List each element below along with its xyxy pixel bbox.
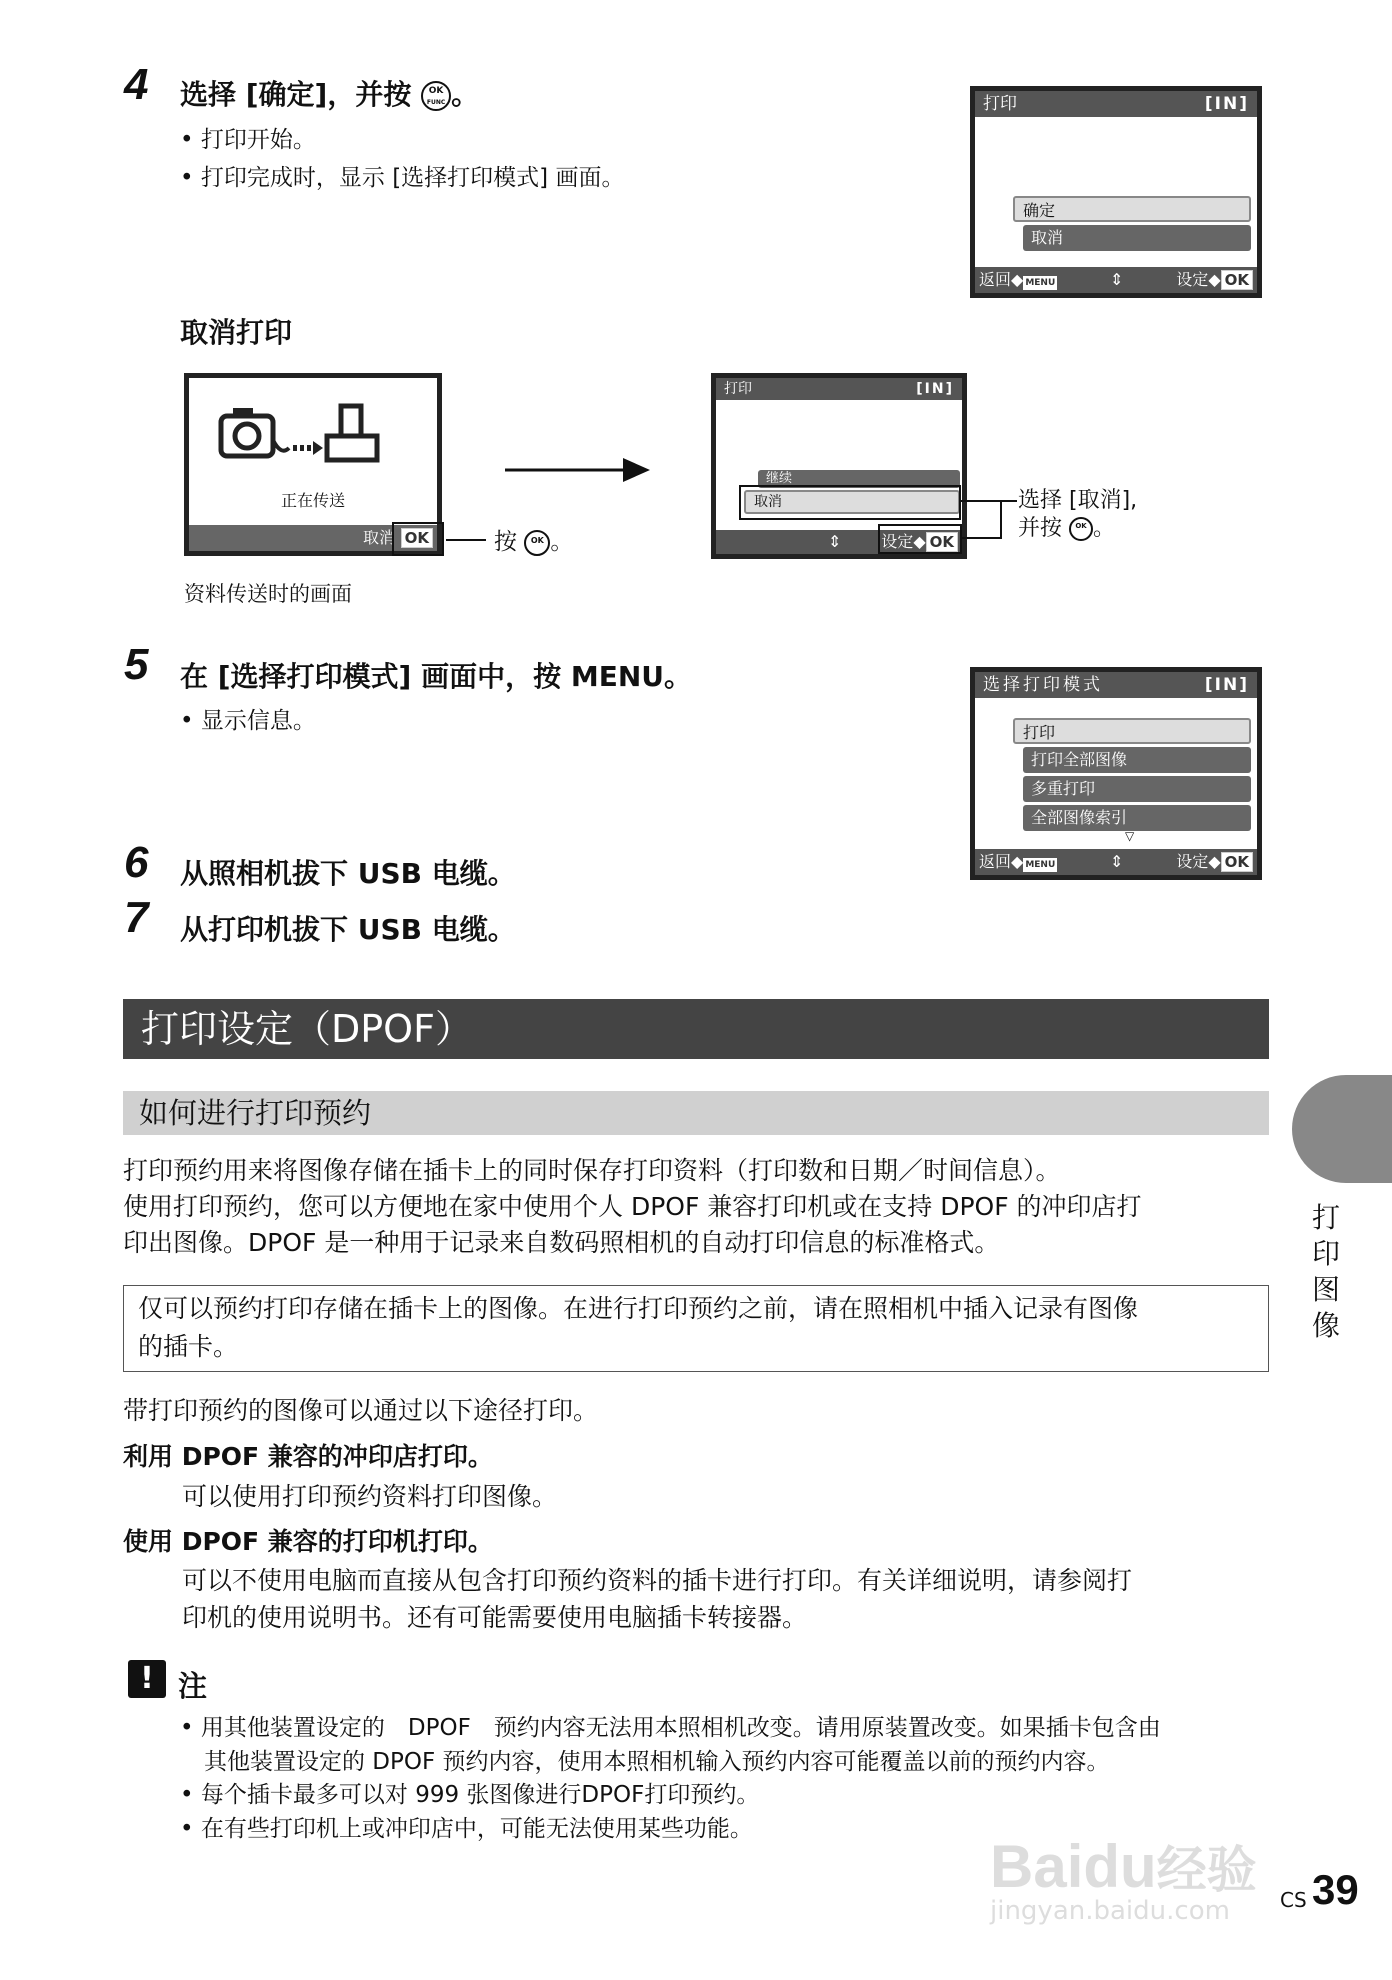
ok-highlight-box (878, 524, 962, 554)
ok-highlight-box (392, 522, 444, 556)
caution-icon: ! (128, 1660, 166, 1698)
step-7-title: 从打印机拔下 USB 电缆。 (180, 913, 516, 946)
menu-item-cancel: 取消 (744, 490, 960, 514)
select-print-mode-screen: 选择打印模式 [IN] 打印 打印全部图像 多重打印 全部图像索引 ▽ 返回◆ MENU ⇕ 设定◆ OK (970, 667, 1262, 880)
step-5-bullet-1: • 显示信息。 (180, 708, 316, 734)
menu-item-print: 打印 (1013, 718, 1251, 744)
cancel-print-heading: 取消打印 (180, 316, 293, 349)
chapter-label: 打 印 图 像 (1311, 1201, 1340, 1342)
print-routes-intro: 带打印预约的图像可以通过以下途径打印。 (123, 1396, 599, 1425)
step-7-number: 7 (124, 893, 149, 942)
select-cancel-callout: 选择 [取消], 并按 OK 。 (1018, 488, 1138, 541)
menu-item-multi-print: 多重打印 (1023, 776, 1251, 802)
method-1-title: 利用 DPOF 兼容的冲印店打印。 (123, 1442, 493, 1471)
step-4-number: 4 (124, 60, 149, 109)
note-bullet-1-cont: 其他装置设定的 DPOF 预约内容，使用本照相机输入预约内容可能覆盖以前的预约内容。 (204, 1749, 1110, 1775)
subsection-title: 如何进行打印预约 (123, 1091, 1269, 1135)
watermark-url: jingyan.baidu.com (990, 1896, 1230, 1926)
step-4-title: 选择 [确定]，并按 OK FUNC 。 (180, 78, 480, 111)
dpof-para-2a: 使用打印预约，您可以方便地在家中使用个人 DPOF 兼容打印机或在支持 DPOF 的冲印店打 (123, 1192, 1142, 1221)
updown-icon: ⇕ (1110, 852, 1124, 871)
ok-func-button-icon: OK FUNC (421, 81, 451, 111)
scroll-down-icon: ▽ (1125, 829, 1135, 843)
menu-item-all-index: 全部图像索引 (1023, 805, 1251, 831)
updown-icon: ⇕ (1110, 270, 1124, 289)
menu-item-print-all: 打印全部图像 (1023, 747, 1251, 773)
page-number: 39 (1312, 1866, 1359, 1913)
dpof-para-2b: 印出图像。DPOF 是一种用于记录来自数码照相机的自动打印信息的标准格式。 (123, 1228, 1000, 1257)
print-confirm-screen: 打印 [IN] 确定 取消 返回◆ MENU ⇕ 设定◆ OK (970, 86, 1262, 298)
transferring-text: 正在传送 (280, 491, 345, 510)
step-6-title: 从照相机拔下 USB 电缆。 (180, 857, 516, 890)
ok-func-button-icon: OK (1069, 517, 1093, 541)
press-ok-label: 按 OK 。 (494, 529, 574, 555)
step-6-number: 6 (124, 838, 149, 887)
step-5-title: 在 [选择打印模式] 画面中，按 MENU。 (180, 660, 692, 693)
step-5-number: 5 (124, 640, 149, 689)
callout-line (446, 539, 486, 541)
transfer-screen: 正在传送 取消 OK (184, 373, 442, 556)
baidu-watermark: Baidu经验 (990, 1833, 1257, 1900)
section-title: 打印设定（DPOF） (123, 999, 1269, 1059)
callout-line (1000, 500, 1002, 538)
method-2-text-a: 可以不使用电脑而直接从包含打印预约资料的插卡进行打印。有关详细说明，请参阅打 (182, 1566, 1133, 1595)
menu-item-continue: 继续 (758, 470, 960, 488)
card-notice-box: 仅可以预约打印存储在插卡上的图像。在进行打印预约之前，请在照相机中插入记录有图像 的插卡。 (123, 1285, 1269, 1372)
note-bullet-2: • 每个插卡最多可以对 999 张图像进行DPOF打印预约。 (180, 1782, 760, 1808)
menu-item-confirm: 确定 (1013, 196, 1251, 222)
transfer-screen-caption: 资料传送时的画面 (184, 582, 352, 606)
method-1-text: 可以使用打印预约资料打印图像。 (182, 1482, 558, 1511)
callout-line (961, 500, 1017, 502)
step-4-title-text: 选择 [确定]，并按 (180, 78, 422, 111)
dpof-para-1: 打印预约用来将图像存储在插卡上的同时保存打印资料（打印数和日期／时间信息）。 (123, 1156, 1061, 1185)
cancel-highlight-box (739, 485, 961, 520)
updown-icon: ⇕ (828, 532, 842, 551)
step-4-bullet-2: • 打印完成时，显示 [选择打印模式] 画面。 (180, 165, 625, 191)
arrow-icon (505, 455, 650, 485)
language-code: CS (1280, 1888, 1307, 1912)
note-bullet-3: • 在有些打印机上或冲印店中，可能无法使用某些功能。 (180, 1816, 753, 1842)
ok-func-button-icon: OK (524, 530, 550, 556)
chapter-tab (1292, 1075, 1392, 1183)
menu-item-cancel: 取消 (1023, 225, 1251, 251)
note-title: 注 (178, 1669, 208, 1703)
print-cancel-screen: 打印 [IN] 继续 取消 ⇕ 设定◆ OK (711, 373, 967, 559)
step-4-bullet-1: • 打印开始。 (180, 127, 316, 153)
method-2-text-b: 印机的使用说明书。还有可能需要使用电脑插卡转接器。 (182, 1603, 808, 1632)
method-2-title: 使用 DPOF 兼容的打印机打印。 (123, 1527, 493, 1556)
callout-line (962, 537, 1002, 539)
note-bullet-1: • 用其他装置设定的 DPOF 预约内容无法用本照相机改变。请用原装置改变。如果插卡包含由 (180, 1715, 1161, 1741)
